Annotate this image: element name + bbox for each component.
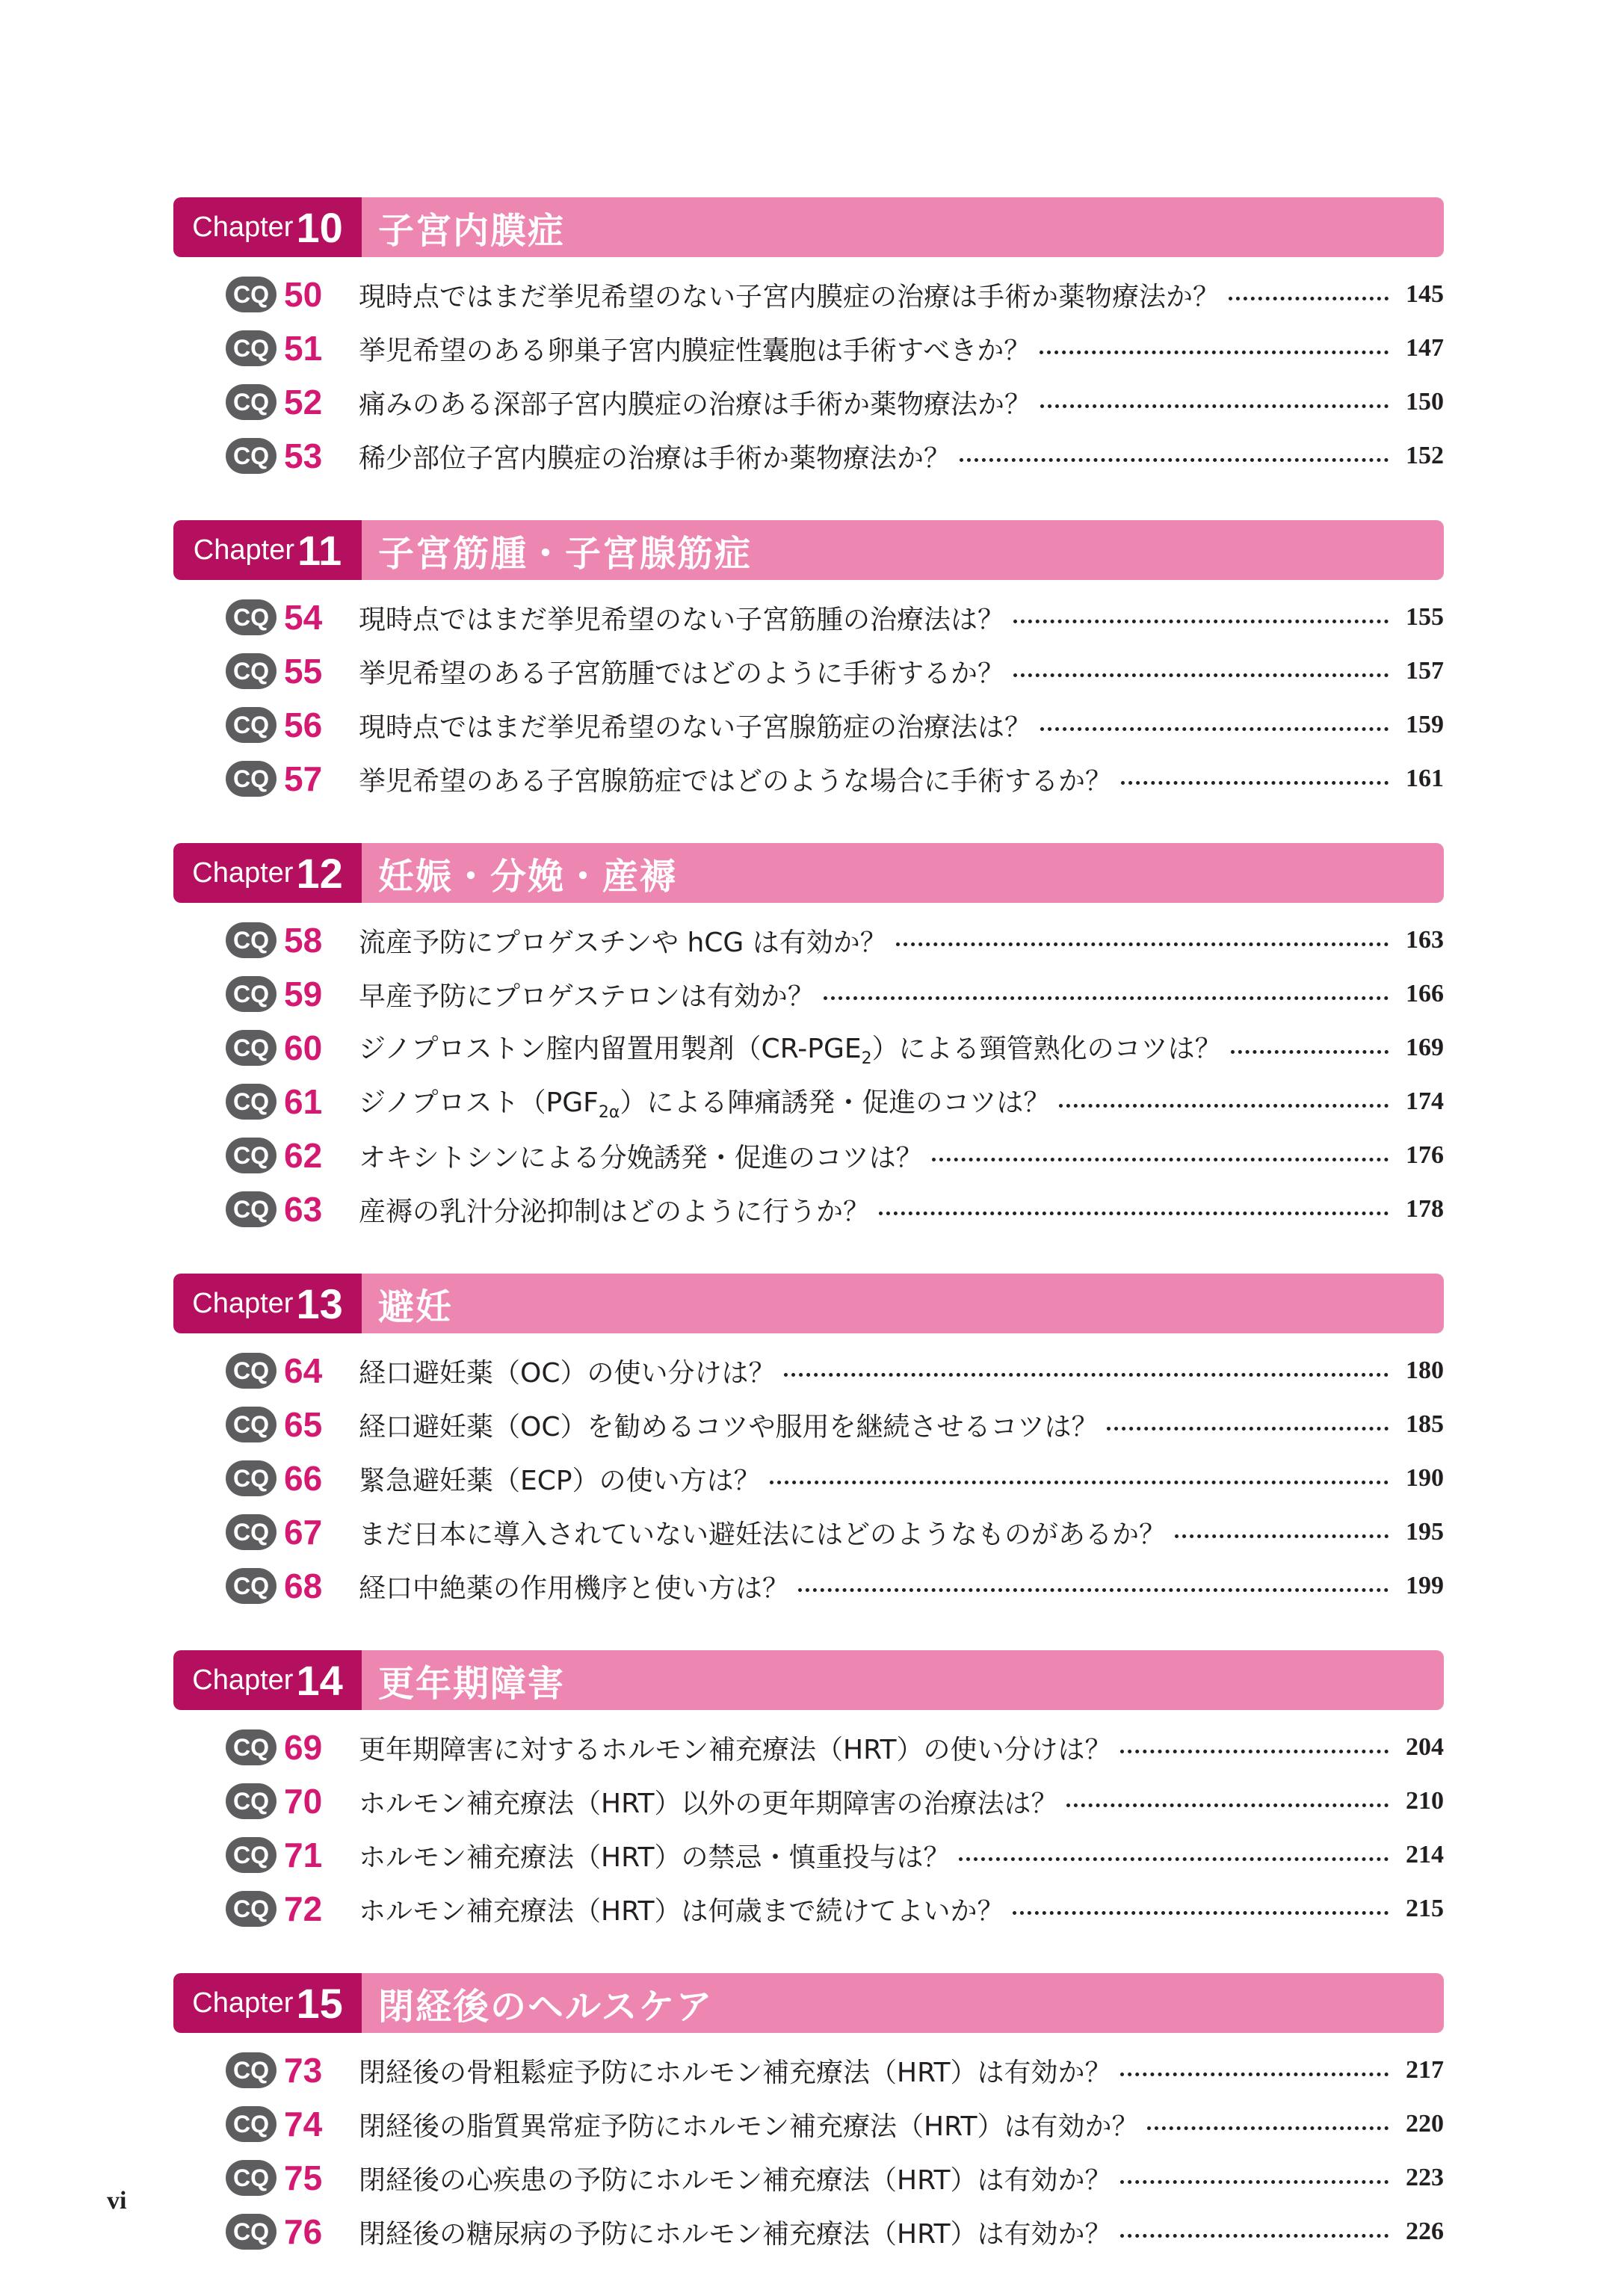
cq-badge: CQ — [226, 1030, 277, 1066]
subscript: 2α — [598, 1103, 620, 1123]
cq-number: 61 — [284, 1082, 323, 1121]
page-ref: 150 — [1406, 388, 1444, 416]
dot-leader — [1175, 1534, 1389, 1538]
chapter-word: Chapter — [192, 211, 294, 243]
question-text: 閉経後の糖尿病の予防にホルモン補充療法（HRT）は有効か？ — [359, 2218, 1112, 2250]
chapter-title: 妊娠・分娩・産褥 — [378, 855, 678, 898]
dot-leader — [896, 942, 1389, 946]
cq-badge: CQ — [226, 1837, 277, 1873]
cq-badge: CQ — [226, 384, 277, 420]
page-ref: 159 — [1406, 711, 1444, 738]
cq-list — [173, 1333, 1444, 1613]
dot-leader — [1120, 2234, 1389, 2238]
dot-leader — [1107, 1427, 1389, 1431]
dot-leader — [770, 1481, 1389, 1484]
question-text: 現時点ではまだ挙児希望のない子宮内膜症の治療は手術か薬物療法か？ — [359, 281, 1220, 312]
question-text: 挙児希望のある子宮腺筋症ではどのような場合に手術するか？ — [359, 765, 1113, 797]
toc-entry[interactable] — [173, 644, 1444, 698]
page-ref: 161 — [1406, 765, 1444, 792]
cq-number: 58 — [284, 921, 323, 960]
cq-number: 69 — [284, 1728, 323, 1767]
toc-entry[interactable] — [173, 2205, 1444, 2259]
page-ref: 155 — [1406, 603, 1444, 631]
toc-entry[interactable] — [173, 1075, 1444, 1129]
chapter-word: Chapter — [192, 1287, 294, 1319]
chapter-title: 子宮筋腫・子宮腺筋症 — [378, 532, 753, 575]
cq-badge: CQ — [226, 1891, 277, 1927]
cq-number: 55 — [284, 652, 323, 691]
chapter-tab — [173, 1274, 362, 1333]
cq-number: 65 — [284, 1405, 323, 1444]
cq-badge: CQ — [226, 922, 277, 958]
toc-entry[interactable] — [173, 1721, 1444, 1774]
cq-number: 64 — [284, 1351, 323, 1390]
chapter-tab — [173, 520, 362, 580]
question-text: 痛みのある深部子宮内膜症の治療は手術か薬物療法か？ — [359, 389, 1032, 420]
toc-entry[interactable] — [173, 1451, 1444, 1505]
chapter-section — [173, 197, 1444, 483]
chapter-number: 14 — [296, 1656, 343, 1704]
page-ref: 157 — [1406, 657, 1444, 685]
question-text: 緊急避妊薬（ECP）の使い方は？ — [359, 1465, 761, 1496]
cq-number: 66 — [284, 1459, 323, 1498]
question-text: 閉経後の脂質異常症予防にホルモン補充療法（HRT）は有効か？ — [359, 2111, 1139, 2142]
page-ref: 195 — [1406, 1518, 1444, 1546]
toc-entry[interactable] — [173, 1344, 1444, 1398]
cq-number: 75 — [284, 2158, 323, 2197]
cq-number: 72 — [284, 1889, 323, 1928]
cq-badge: CQ — [226, 1729, 277, 1765]
page-number: vi — [107, 2187, 127, 2215]
question-text-part: ジノプロストン腟内留置用製剤（CR-PGE — [359, 1033, 862, 1064]
question-text: 早産予防にプロゲステロンは有効か？ — [359, 981, 815, 1012]
dot-leader — [798, 1588, 1389, 1592]
page-ref: 190 — [1406, 1464, 1444, 1492]
cq-number: 53 — [284, 436, 323, 475]
cq-badge: CQ — [226, 1460, 277, 1496]
dot-leader — [1229, 297, 1389, 300]
question-text: ホルモン補充療法（HRT）の禁忌・慎重投与は？ — [359, 1842, 951, 1873]
chapter-title: 更年期障害 — [378, 1662, 566, 1705]
toc-entry[interactable] — [173, 913, 1444, 967]
cq-badge: CQ — [226, 653, 277, 689]
cq-badge: CQ — [226, 976, 277, 1012]
cq-list — [173, 257, 1444, 483]
toc-entry[interactable] — [173, 1129, 1444, 1182]
chapter-number: 10 — [296, 203, 343, 251]
cq-badge: CQ — [226, 277, 277, 312]
chapter-tab — [173, 1973, 362, 2033]
cq-badge: CQ — [226, 2052, 277, 2088]
cq-badge: CQ — [226, 761, 277, 797]
cq-badge: CQ — [226, 1191, 277, 1227]
cq-badge: CQ — [226, 2160, 277, 2196]
cq-number: 68 — [284, 1567, 323, 1605]
toc-entry[interactable] — [173, 2043, 1444, 2097]
page-ref: 220 — [1406, 2110, 1444, 2138]
cq-number: 54 — [284, 598, 323, 637]
question-text-part: ）による頸管熟化のコツは？ — [871, 1033, 1222, 1064]
cq-badge: CQ — [226, 1353, 277, 1389]
toc-entry[interactable] — [173, 1398, 1444, 1451]
dot-leader — [1120, 2180, 1389, 2184]
cq-badge: CQ — [226, 1138, 277, 1173]
question-text: 更年期障害に対するホルモン補充療法（HRT）の使い分けは？ — [359, 1734, 1112, 1765]
chapter-section — [173, 1650, 1444, 1936]
cq-number: 63 — [284, 1190, 323, 1229]
cq-number: 56 — [284, 706, 323, 744]
chapter-section — [173, 520, 1444, 806]
chapter-number: 15 — [296, 1979, 343, 2027]
cq-list — [173, 580, 1444, 806]
page-ref: 223 — [1406, 2164, 1444, 2191]
chapter-header — [173, 1650, 1444, 1710]
dot-leader — [960, 458, 1389, 462]
dot-leader — [1040, 404, 1389, 408]
cq-number: 60 — [284, 1028, 323, 1067]
question-text: 経口避妊薬（OC）を勧めるコツや服用を継続させるコツは？ — [359, 1411, 1099, 1442]
chapter-word: Chapter — [192, 1987, 294, 2019]
cq-list — [173, 903, 1444, 1236]
chapter-tab — [173, 197, 362, 257]
toc-entry[interactable] — [173, 429, 1444, 483]
cq-number: 50 — [284, 275, 323, 314]
toc-entry[interactable] — [173, 268, 1444, 321]
toc-entry[interactable] — [173, 1559, 1444, 1613]
dot-leader — [1147, 2126, 1389, 2130]
chapter-word: Chapter — [192, 857, 294, 889]
cq-badge: CQ — [226, 1407, 277, 1442]
page-ref: 226 — [1406, 2218, 1444, 2245]
toc-entry[interactable] — [173, 752, 1444, 806]
chapter-header — [173, 197, 1444, 257]
dot-leader — [1013, 673, 1389, 677]
cq-number: 71 — [284, 1836, 323, 1874]
dot-leader — [1040, 351, 1389, 354]
table-of-contents — [173, 197, 1444, 2296]
chapter-title: 子宮内膜症 — [378, 209, 566, 252]
dot-leader — [1013, 1911, 1389, 1915]
toc-entry[interactable] — [173, 698, 1444, 752]
cq-list — [173, 1710, 1444, 1936]
cq-badge: CQ — [226, 1514, 277, 1550]
question-text-part: ）による陣痛誘発・促進のコツは？ — [620, 1087, 1051, 1118]
question-text: ホルモン補充療法（HRT）は何歳まで続けてよいか？ — [359, 1895, 1004, 1927]
cq-number: 67 — [284, 1513, 323, 1552]
chapter-word: Chapter — [192, 1664, 294, 1696]
dot-leader — [1059, 1104, 1389, 1108]
cq-number: 73 — [284, 2051, 323, 2090]
page-ref: 145 — [1406, 280, 1444, 308]
page-ref: 210 — [1406, 1787, 1444, 1815]
cq-number: 74 — [284, 2105, 323, 2144]
question-text: オキシトシンによる分娩誘発・促進のコツは？ — [359, 1142, 923, 1173]
toc-entry[interactable] — [173, 321, 1444, 375]
dot-leader — [1121, 781, 1389, 785]
toc-entry[interactable] — [173, 1182, 1444, 1236]
dot-leader — [1013, 620, 1389, 623]
question-text: 閉経後の骨粗鬆症予防にホルモン補充療法（HRT）は有効か？ — [359, 2057, 1112, 2088]
toc-entry[interactable] — [173, 1505, 1444, 1559]
chapter-header — [173, 520, 1444, 580]
page-ref: 178 — [1406, 1195, 1444, 1223]
dot-leader — [1040, 727, 1389, 731]
chapter-section — [173, 1274, 1444, 1613]
question-text: 挙児希望のある子宮筋腫ではどのように手術するか？ — [359, 658, 1005, 689]
page-ref: 215 — [1406, 1895, 1444, 1922]
question-text: 閉経後の心疾患の予防にホルモン補充療法（HRT）は有効か？ — [359, 2164, 1112, 2196]
cq-number: 57 — [284, 759, 323, 798]
page-ref: 176 — [1406, 1141, 1444, 1169]
cq-badge: CQ — [226, 2106, 277, 2142]
chapter-section — [173, 843, 1444, 1236]
chapter-number: 12 — [296, 849, 343, 897]
page-ref: 174 — [1406, 1087, 1444, 1115]
dot-leader — [1231, 1050, 1389, 1054]
cq-number: 62 — [284, 1136, 323, 1175]
dot-leader — [824, 996, 1389, 1000]
chapter-header — [173, 843, 1444, 903]
page-ref: 147 — [1406, 334, 1444, 362]
question-text: ホルモン補充療法（HRT）以外の更年期障害の治療法は？ — [359, 1788, 1058, 1819]
page-ref: 204 — [1406, 1733, 1444, 1761]
question-text: 現時点ではまだ挙児希望のない子宮腺筋症の治療法は？ — [359, 712, 1032, 743]
cq-badge: CQ — [226, 330, 277, 366]
toc-entry[interactable] — [173, 1882, 1444, 1936]
chapter-header — [173, 1274, 1444, 1333]
dot-leader — [959, 1857, 1389, 1861]
page-ref: 199 — [1406, 1572, 1444, 1599]
cq-number: 59 — [284, 975, 323, 1013]
chapter-section — [173, 1973, 1444, 2259]
question-text — [359, 1028, 1222, 1068]
page-ref: 214 — [1406, 1841, 1444, 1868]
cq-number: 51 — [284, 329, 323, 368]
question-text — [359, 1081, 1050, 1122]
question-text: 現時点ではまだ挙児希望のない子宮筋腫の治療法は？ — [359, 604, 1005, 635]
cq-badge: CQ — [226, 707, 277, 743]
question-text: 産褥の乳汁分泌抑制はどのように行うか？ — [359, 1196, 871, 1227]
chapter-tab — [173, 843, 362, 903]
dot-leader — [932, 1158, 1389, 1161]
question-text: まだ日本に導入されていない避妊法にはどのようなものがあるか？ — [359, 1519, 1167, 1550]
toc-entry[interactable] — [173, 590, 1444, 644]
question-text: 流産予防にプロゲスチンや hCG は有効か？ — [359, 927, 887, 958]
page-ref: 152 — [1406, 442, 1444, 469]
toc-entry[interactable] — [173, 375, 1444, 429]
question-text-part: ジノプロスト（PGF — [359, 1087, 599, 1118]
chapter-number: 11 — [297, 526, 342, 574]
chapter-title: 閉経後のヘルスケア — [378, 1985, 714, 2028]
chapter-word: Chapter — [193, 534, 294, 566]
chapter-title: 避妊 — [378, 1286, 454, 1328]
page-ref: 185 — [1406, 1410, 1444, 1438]
question-text: 経口避妊薬（OC）の使い分けは？ — [359, 1357, 776, 1389]
dot-leader — [1120, 2073, 1389, 2076]
chapter-number: 13 — [296, 1280, 343, 1327]
cq-badge: CQ — [226, 2214, 277, 2250]
toc-entry[interactable] — [173, 2151, 1444, 2205]
toc-entry[interactable] — [173, 1021, 1444, 1075]
dot-leader — [1066, 1803, 1389, 1807]
page-ref: 166 — [1406, 980, 1444, 1007]
cq-number: 52 — [284, 383, 323, 422]
page-ref: 169 — [1406, 1034, 1444, 1061]
page-ref: 217 — [1406, 2056, 1444, 2084]
cq-badge: CQ — [226, 1084, 277, 1120]
page-ref: 163 — [1406, 926, 1444, 954]
cq-badge: CQ — [226, 1568, 277, 1604]
cq-number: 70 — [284, 1782, 323, 1821]
dot-leader — [879, 1212, 1389, 1215]
cq-list — [173, 2033, 1444, 2259]
chapter-tab — [173, 1650, 362, 1710]
dot-leader — [784, 1373, 1389, 1377]
question-text: 稀少部位子宮内膜症の治療は手術か薬物療法か？ — [359, 442, 951, 474]
toc-entry[interactable] — [173, 967, 1444, 1021]
cq-number: 76 — [284, 2212, 323, 2251]
cq-badge: CQ — [226, 438, 277, 474]
toc-entry[interactable] — [173, 1828, 1444, 1882]
subscript: 2 — [861, 1049, 872, 1069]
toc-entry[interactable] — [173, 1774, 1444, 1828]
dot-leader — [1120, 1750, 1389, 1753]
chapter-header — [173, 1973, 1444, 2033]
question-text: 経口中絶薬の作用機序と使い方は？ — [359, 1573, 790, 1604]
toc-entry[interactable] — [173, 2097, 1444, 2151]
question-text: 挙児希望のある卵巣子宮内膜症性囊胞は手術すべきか？ — [359, 335, 1031, 366]
cq-badge: CQ — [226, 1783, 277, 1819]
page-ref: 180 — [1406, 1357, 1444, 1384]
cq-badge: CQ — [226, 599, 277, 635]
